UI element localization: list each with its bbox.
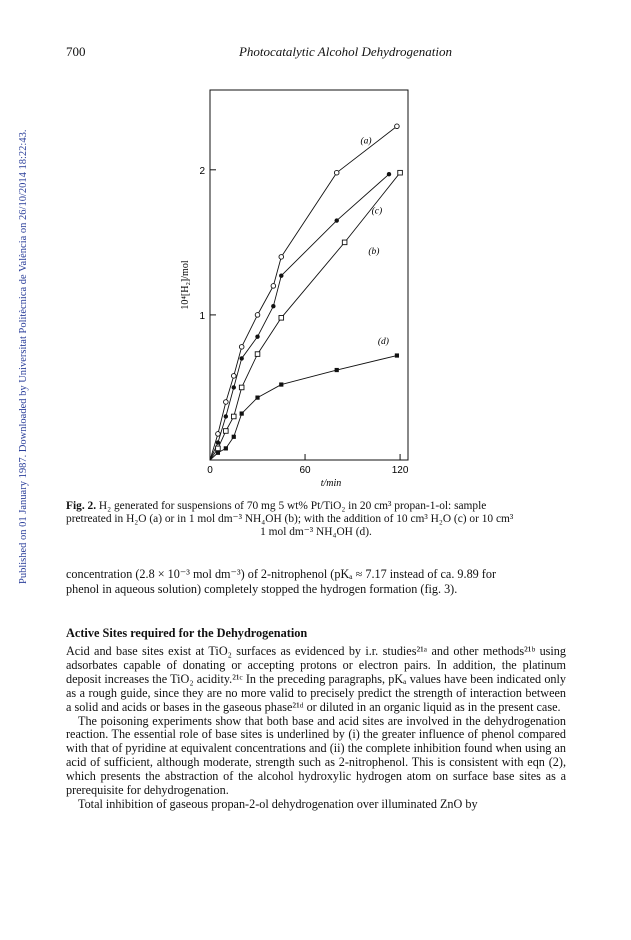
x-tick-label: 120 <box>391 465 409 476</box>
y-axis-label: 10⁴[H₂]/mol <box>180 260 191 310</box>
point-a <box>271 284 276 289</box>
point-d <box>216 451 220 455</box>
point-a <box>224 400 229 405</box>
curve-0 <box>210 126 397 460</box>
point-d <box>240 411 244 415</box>
running-head: Photocatalytic Alcohol Dehydrogenation <box>238 44 452 59</box>
point-a <box>395 124 400 129</box>
figure-caption <box>66 500 566 539</box>
page-number: 700 <box>66 44 86 59</box>
point-b <box>239 385 244 390</box>
download-watermark: Published on 01 January 1987. Downloaded by Universitat Politècnica de València on 26/10/2014 18:22:43. <box>18 129 29 584</box>
point-b <box>231 414 236 419</box>
point-a <box>216 432 221 437</box>
point-d <box>255 396 259 400</box>
continued-line-1: concentration (2.8 × 10⁻³ mol dm⁻³) of 2-nitrophenol (pKₐ ≈ 7.17 instead of ca. 9.89 for <box>66 567 497 581</box>
paragraph-2: The poisoning experiments show that both base and acid sites are involved in the dehydrogenation reaction. The essential role of base sites is underlined by (i) the greater influence of phenol compared with that of pyridine at equivalent concentrations and (ii) the complete inhibition found when using an acid of sufficient, although moderate, strength such as 2-nitrophenol. This is consistent with eqn (2), which presents the abstraction of the alcohol hydroxylic hydrogen atom on surface base sites as a prerequisite for dehydrogenation. <box>66 713 566 798</box>
paragraph-1: Acid and base sites exist at TiO₂ surfaces as evidenced by i.r. studies²¹ᵃ and other methods²¹ᵇ using adsorbates capable of donating or accepting protons or electron pairs. In addition, the platinum deposit increases the TiO₂ acidity.²¹ᶜ In the preceding paragraphs, pKₐ values have been indicated only as a rough guide, since they are no more valid to precisely predict the strength of interaction between a solid and acids or bases in the gaseous phase²¹ᵈ or diluted in an organic liquid as in the present case. <box>66 644 566 714</box>
point-c <box>271 304 275 308</box>
point-b <box>342 240 347 245</box>
point-c <box>255 334 259 338</box>
point-b <box>398 170 403 175</box>
paragraph-3: Total inhibition of gaseous propan-2-ol dehydrogenation over illuminated ZnO by <box>78 796 478 811</box>
point-a <box>334 170 339 175</box>
chart-labels <box>180 136 409 489</box>
section-heading: Active Sites required for the Dehydrogenation <box>66 626 308 640</box>
point-a <box>279 255 284 260</box>
caption-label: Fig. 2. <box>66 500 97 512</box>
point-a <box>231 374 236 379</box>
y-tick-label: 2 <box>199 165 205 177</box>
point-d <box>279 382 283 386</box>
point-d <box>335 368 339 372</box>
point-b <box>255 352 260 357</box>
section-body <box>66 645 566 812</box>
point-b <box>224 429 229 434</box>
series-label: (b) <box>368 246 380 257</box>
point-c <box>387 172 391 176</box>
x-axis-label: t/min <box>320 478 342 489</box>
axes-box <box>210 90 408 460</box>
point-a <box>255 313 260 318</box>
point-c <box>232 385 236 389</box>
plot-frame <box>210 90 408 460</box>
caption-line-2: pretreated in H₂O (a) or in 1 mol dm⁻³ NH₄OH (b); with the addition of 10 cm³ H₂O (c) or 10 cm³ <box>66 513 514 525</box>
point-c <box>279 274 283 278</box>
series-label: (d) <box>377 336 389 347</box>
series-label: (c) <box>371 206 383 217</box>
point-b <box>216 446 221 451</box>
point-d <box>395 353 399 357</box>
continued-paragraph <box>66 567 566 597</box>
x-tick-label: 0 <box>207 465 213 476</box>
continued-line-2: phenol in aqueous solution) completely stopped the hydrogen formation (fig. 3). <box>66 582 458 596</box>
point-c <box>239 356 243 360</box>
point-b <box>279 316 284 321</box>
x-tick-label: 60 <box>299 465 311 476</box>
point-c <box>224 414 228 418</box>
caption-line-3: 1 mol dm⁻³ NH₄OH (d). <box>260 526 372 538</box>
point-c <box>216 440 220 444</box>
curve-1 <box>210 174 389 460</box>
data-points <box>216 124 403 455</box>
point-a <box>239 345 244 350</box>
fit-curves <box>210 126 400 460</box>
y-tick-label: 1 <box>199 310 205 322</box>
point-d <box>224 446 228 450</box>
point-d <box>232 435 236 439</box>
figure-2-chart <box>160 78 425 498</box>
series-label: (a) <box>360 136 372 147</box>
caption-line-1: H₂ generated for suspensions of 70 mg 5 wt% Pt/TiO₂ in 20 cm³ propan-1-ol: sample <box>98 500 487 512</box>
point-c <box>335 218 339 222</box>
